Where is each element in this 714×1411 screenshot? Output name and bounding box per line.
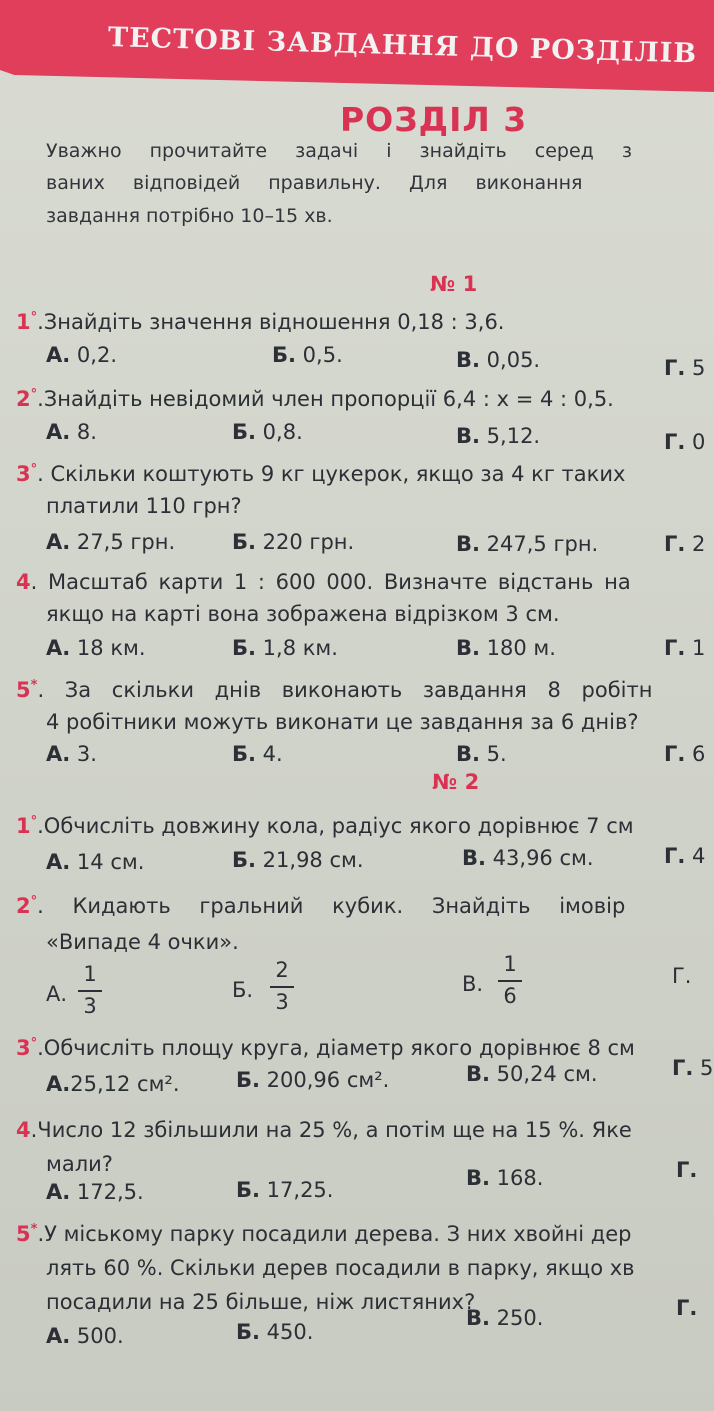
v2-q1-option-a: А. 14 см. xyxy=(46,850,145,874)
instructions-line-1: Уважно прочитайте задачі і знайдіть серед з xyxy=(46,140,632,162)
v1-q3-option-b: Б. 220 грн. xyxy=(232,530,355,554)
v2-q1-option-c: В. 43,96 см. xyxy=(462,846,594,870)
v2-q4-option-c: В. 168. xyxy=(466,1166,544,1190)
v1-question-3: 3°. Скільки коштують 9 кг цукерок, якщо за 4 кг таких xyxy=(16,462,626,486)
v2-question-5: 5*.У міському парку посадили дерева. З них хвойні дер xyxy=(16,1222,632,1246)
v2-q5-option-a: А. 500. xyxy=(46,1324,124,1348)
v1-q3-option-a: А. 27,5 грн. xyxy=(46,530,176,554)
question-number: 1° xyxy=(16,310,38,334)
v2-q2-option-d-letter: Г. xyxy=(672,964,692,988)
v2-q2-option-b-letter: Б. xyxy=(232,978,254,1002)
v2-q2-option-a-fraction: 1 3 xyxy=(78,962,102,1020)
v2-q1-option-b: Б. 21,98 см. xyxy=(232,848,364,872)
v2-q3-option-d: Г. 5 xyxy=(672,1056,714,1080)
variant-1-label: № 1 xyxy=(430,272,478,296)
v2-q4-option-a: А. 172,5. xyxy=(46,1180,144,1204)
v2-q3-option-a: А.25,12 см². xyxy=(46,1072,180,1096)
v2-q5-option-c: В. 250. xyxy=(466,1306,544,1330)
v1-q3-option-d: Г. 2 xyxy=(664,532,706,556)
v1-q5-option-a: А. 3. xyxy=(46,742,97,766)
v2-q5-option-b: Б. 450. xyxy=(236,1320,314,1344)
instructions-line-2: ваних відповідей правильну. Для виконання xyxy=(46,172,583,194)
v2-q5-continuation: лять 60 %. Скільки дерев посадили в парку, якщо хв xyxy=(46,1256,635,1280)
v1-q5-option-b: Б. 4. xyxy=(232,742,283,766)
v1-q5-continuation: 4 робітники можуть виконати це завдання за 6 днів? xyxy=(46,710,639,734)
v2-question-2: 2°. Кидають гральний кубик. Знайдіть імовір xyxy=(16,894,626,918)
v2-q5-continuation-2: посадили на 25 більше, ніж листяних? xyxy=(46,1290,476,1314)
v2-q3-option-b: Б. 200,96 см². xyxy=(236,1068,390,1092)
v1-q1-option-c: В. 0,05. xyxy=(456,348,541,372)
v2-q5-option-d: Г. xyxy=(676,1296,698,1320)
banner-title: ТЕСТОВІ ЗАВДАННЯ ДО РОЗДІЛІВ xyxy=(107,22,698,70)
v2-q1-option-d: Г. 4 xyxy=(664,844,706,868)
instructions-line-3: завдання потрібно 10–15 хв. xyxy=(46,205,333,227)
v2-q3-option-c: В. 50,24 см. xyxy=(466,1062,598,1086)
v1-q3-continuation: платили 110 грн? xyxy=(46,494,242,518)
v1-q1-option-d: Г. 5 xyxy=(664,356,706,380)
variant-2-label: № 2 xyxy=(432,770,480,794)
v2-q4-option-d: Г. xyxy=(676,1158,698,1182)
v1-question-2: 2°.Знайдіть невідомий член пропорції 6,4 : x = 4 : 0,5. xyxy=(16,387,614,411)
v1-q5-option-d: Г. 6 xyxy=(664,742,706,766)
v2-q2-option-a-letter: А. xyxy=(46,982,68,1006)
v2-q2-option-c-letter: В. xyxy=(462,972,484,996)
v2-q2-option-c-fraction: 1 6 xyxy=(498,952,522,1010)
v1-q2-option-c: В. 5,12. xyxy=(456,424,541,448)
v2-question-4: 4.Число 12 збільшили на 25 %, а потім ще на 15 %. Яке xyxy=(16,1118,632,1142)
v1-q1-option-a: А. 0,2. xyxy=(46,343,117,367)
v1-question-1: 1°.Знайдіть значення відношення 0,18 : 3,6. xyxy=(16,310,505,334)
section-title: РОЗДІЛ 3 xyxy=(340,100,528,139)
v1-q2-option-a: А. 8. xyxy=(46,420,97,444)
v1-q4-option-b: Б. 1,8 км. xyxy=(232,636,338,660)
v2-question-3: 3°.Обчисліть площу круга, діаметр якого дорівнює 8 см xyxy=(16,1036,635,1060)
v1-q4-option-a: А. 18 км. xyxy=(46,636,146,660)
v1-q2-option-b: Б. 0,8. xyxy=(232,420,303,444)
v1-question-4: 4. Масштаб карти 1 : 600 000. Визначте відстань на xyxy=(16,570,631,594)
v2-q2-continuation: «Випаде 4 очки». xyxy=(46,930,239,954)
v1-q5-option-c: В. 5. xyxy=(456,742,507,766)
v1-q3-option-c: В. 247,5 грн. xyxy=(456,532,599,556)
v1-q4-option-c: В. 180 м. xyxy=(456,636,556,660)
v1-q1-option-b: Б. 0,5. xyxy=(272,343,343,367)
v1-q4-continuation: якщо на карті вона зображена відрізком 3 см. xyxy=(46,602,560,626)
v1-q2-option-d: Г. 0 xyxy=(664,430,706,454)
v1-question-5: 5*. За скільки днів виконають завдання 8 робітн xyxy=(16,678,653,702)
v2-q2-option-b-fraction: 2 3 xyxy=(270,958,294,1016)
v2-q4-option-b: Б. 17,25. xyxy=(236,1178,334,1202)
v2-question-1: 1°.Обчисліть довжину кола, радіус якого дорівнює 7 см xyxy=(16,814,634,838)
v1-q4-option-d: Г. 1 xyxy=(664,636,706,660)
v2-q4-continuation: мали? xyxy=(46,1152,113,1176)
